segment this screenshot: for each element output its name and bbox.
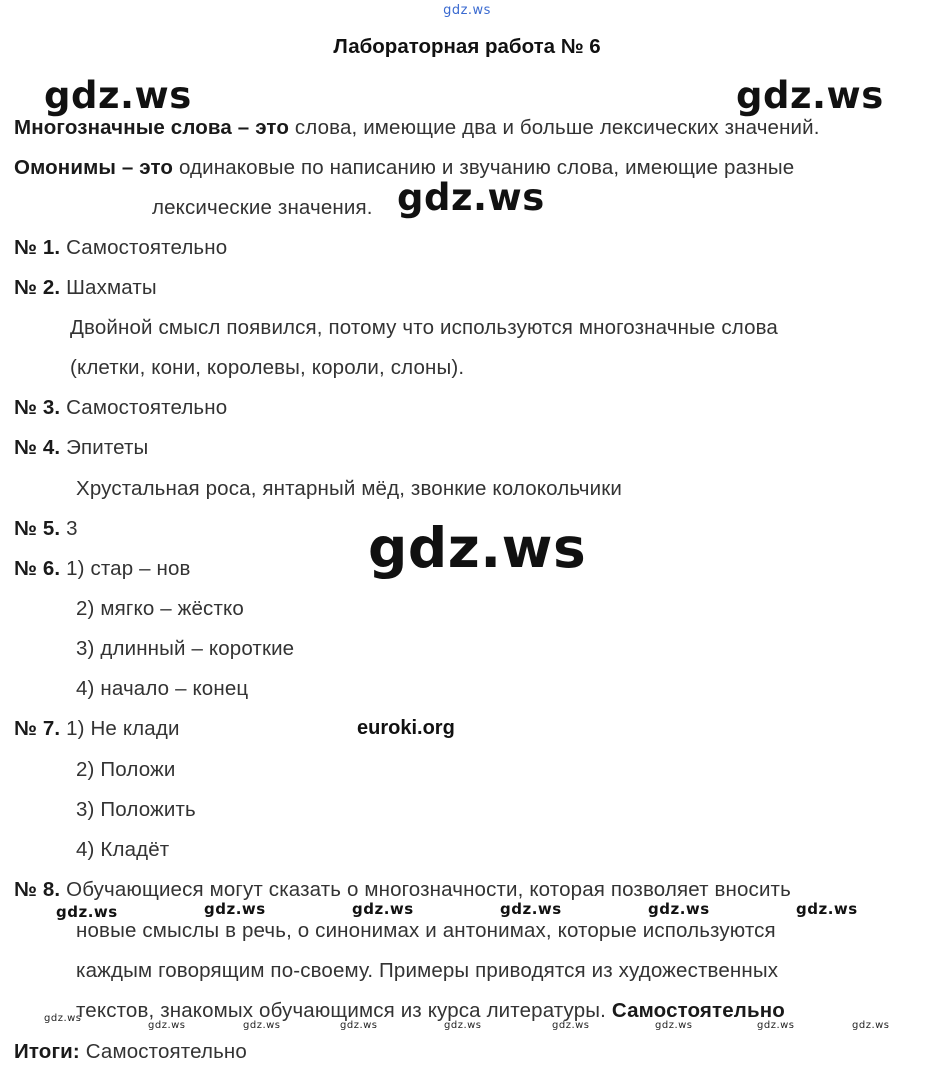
watermark: gdz.ws (340, 1020, 378, 1031)
definition-term: Омонимы – это (14, 156, 174, 179)
definition-term: Многозначные слова – это (14, 116, 289, 139)
task-6-line: 3) длинный – короткие (76, 637, 295, 660)
definition-text: одинаковые по написанию и звучанию слова, имеющие разные (173, 156, 795, 179)
task-answer: Шахматы (60, 276, 157, 299)
watermark: gdz.ws (243, 1020, 281, 1031)
task-answer: 1) стар – нов (60, 557, 191, 580)
summary-text: Самостоятельно (79, 1040, 247, 1063)
watermark: gdz.ws (852, 1020, 890, 1031)
definition-polysemous (14, 116, 820, 140)
task-number: № 5. (14, 517, 61, 540)
watermark: gdz.ws (148, 1020, 186, 1031)
task-2 (14, 276, 157, 300)
task-1 (14, 236, 227, 260)
task-8-bold: Самостоятельно (606, 999, 785, 1022)
watermark: gdz.ws (796, 900, 858, 918)
task-number: № 2. (14, 276, 61, 299)
task-number: № 6. (14, 557, 61, 580)
task-7-line: 2) Положи (76, 758, 176, 781)
watermark: gdz.ws (655, 1020, 693, 1031)
task-6-line: 2) мягко – жёстко (76, 597, 244, 620)
watermark-top: gdz.ws (443, 3, 491, 18)
task-6-line: 4) начало – конец (76, 677, 249, 700)
task-number: № 3. (14, 396, 61, 419)
watermark: gdz.ws (368, 516, 587, 580)
watermark: gdz.ws (56, 903, 118, 921)
watermark: gdz.ws (736, 74, 884, 117)
task-2-line: (клетки, кони, королевы, короли, слоны). (70, 356, 465, 379)
task-7 (14, 717, 180, 741)
watermark: gdz.ws (204, 900, 266, 918)
task-4 (14, 436, 148, 460)
watermark: gdz.ws (552, 1020, 590, 1031)
watermark: gdz.ws (44, 1013, 82, 1024)
task-answer: Эпитеты (60, 436, 149, 459)
task-8 (14, 878, 791, 902)
task-7-line: 4) Кладёт (76, 838, 170, 861)
watermark: gdz.ws (397, 176, 545, 219)
task-answer: Самостоятельно (60, 236, 228, 259)
task-3 (14, 396, 227, 420)
definition-homonyms-cont: лексические значения. (152, 196, 373, 219)
task-number: № 4. (14, 436, 61, 459)
task-8-line: новые смыслы в речь, о синонимах и антонимах, которые используются (76, 919, 776, 942)
task-number: № 8. (14, 878, 61, 901)
watermark: gdz.ws (648, 900, 710, 918)
task-5 (14, 517, 78, 541)
page-title: Лабораторная работа № 6 (333, 35, 601, 58)
summary-label: Итоги: (14, 1040, 80, 1063)
summary (14, 1040, 247, 1064)
watermark: gdz.ws (757, 1020, 795, 1031)
task-answer: Обучающиеся могут сказать о многозначности, которая позволяет вносить (60, 878, 791, 901)
task-4-line: Хрустальная роса, янтарный мёд, звонкие колокольчики (76, 477, 622, 500)
task-answer: 3 (60, 517, 78, 540)
watermark-euroki: euroki.org (357, 717, 455, 739)
watermark: gdz.ws (352, 900, 414, 918)
watermark: gdz.ws (444, 1020, 482, 1031)
task-7-line: 3) Положить (76, 798, 196, 821)
task-answer: 1) Не клади (60, 717, 180, 740)
task-8-line: каждым говорящим по-своему. Примеры приводятся из художественных (76, 959, 779, 982)
task-8-text: текстов, знакомых обучающимся из курса литературы. (76, 999, 607, 1022)
task-2-line: Двойной смысл появился, потому что используются многозначные слова (70, 316, 778, 339)
task-number: № 7. (14, 717, 61, 740)
task-number: № 1. (14, 236, 61, 259)
task-6 (14, 557, 191, 581)
task-answer: Самостоятельно (60, 396, 228, 419)
definition-text: слова, имеющие два и больше лексических значений. (289, 116, 820, 139)
watermark: gdz.ws (44, 74, 192, 117)
watermark: gdz.ws (500, 900, 562, 918)
